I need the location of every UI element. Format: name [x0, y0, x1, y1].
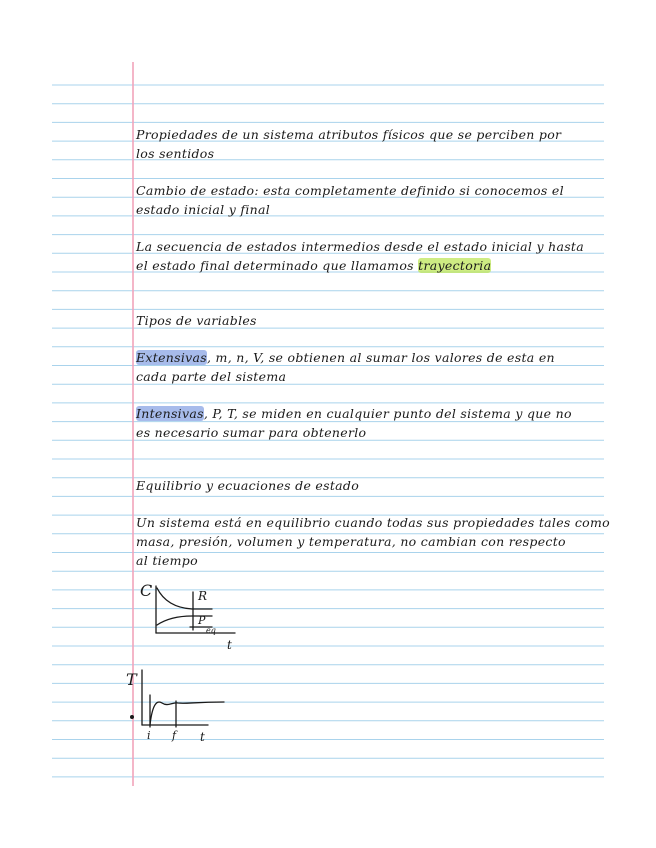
axis-label-t: T: [126, 670, 137, 689]
note-line: Cambio de estado: esta completamente definido si conocemos el: [136, 183, 564, 198]
note-line: estado inicial y final: [136, 202, 271, 217]
note-line: masa, presión, volumen y temperatura, no cambian con respecto: [136, 534, 566, 549]
section-heading: Tipos de variables: [136, 313, 257, 328]
tick-label-i: i: [147, 729, 151, 742]
axis-label-time: t: [200, 730, 205, 744]
note-line: es necesario sumar para obtenerlo: [136, 425, 367, 440]
start-dot: [130, 715, 134, 719]
axis-label-c: C: [140, 581, 153, 600]
note-line: al tiempo: [136, 553, 198, 568]
section-heading: Equilibrio y ecuaciones de estado: [136, 478, 360, 493]
sketch-temperature: [120, 665, 240, 745]
curve-temperature: [150, 702, 224, 725]
note-text: , m, n, V, se obtienen al sumar los valores de esta en: [207, 350, 555, 365]
note-text: , P, T, se miden en cualquier punto del sistema y que no: [203, 406, 572, 421]
label-eq: eq: [206, 626, 216, 635]
note-line: cada parte del sistema: [136, 369, 287, 384]
note-line: [136, 258, 491, 273]
sketch-concentration: [130, 578, 260, 658]
note-line: Propiedades de un sistema atributos físicos que se perciben por: [136, 127, 562, 142]
note-line: los sentidos: [136, 146, 215, 161]
axis-label-t: t: [227, 638, 232, 652]
highlight-intensivas: Intensivas: [136, 406, 204, 421]
highlight-extensivas: Extensivas: [136, 350, 207, 365]
note-text: el estado final determinado que llamamos: [136, 258, 419, 273]
note-line: La secuencia de estados intermedios desde el estado inicial y hasta: [136, 239, 584, 254]
note-line: Un sistema está en equilibrio cuando todas sus propiedades tales como: [136, 515, 610, 530]
tick-label-f: f: [172, 729, 177, 742]
label-p: P: [198, 614, 206, 627]
label-r: R: [198, 589, 208, 603]
note-line: [136, 350, 555, 365]
highlight-trayectoria: trayectoria: [418, 258, 492, 273]
note-line: [136, 406, 572, 421]
